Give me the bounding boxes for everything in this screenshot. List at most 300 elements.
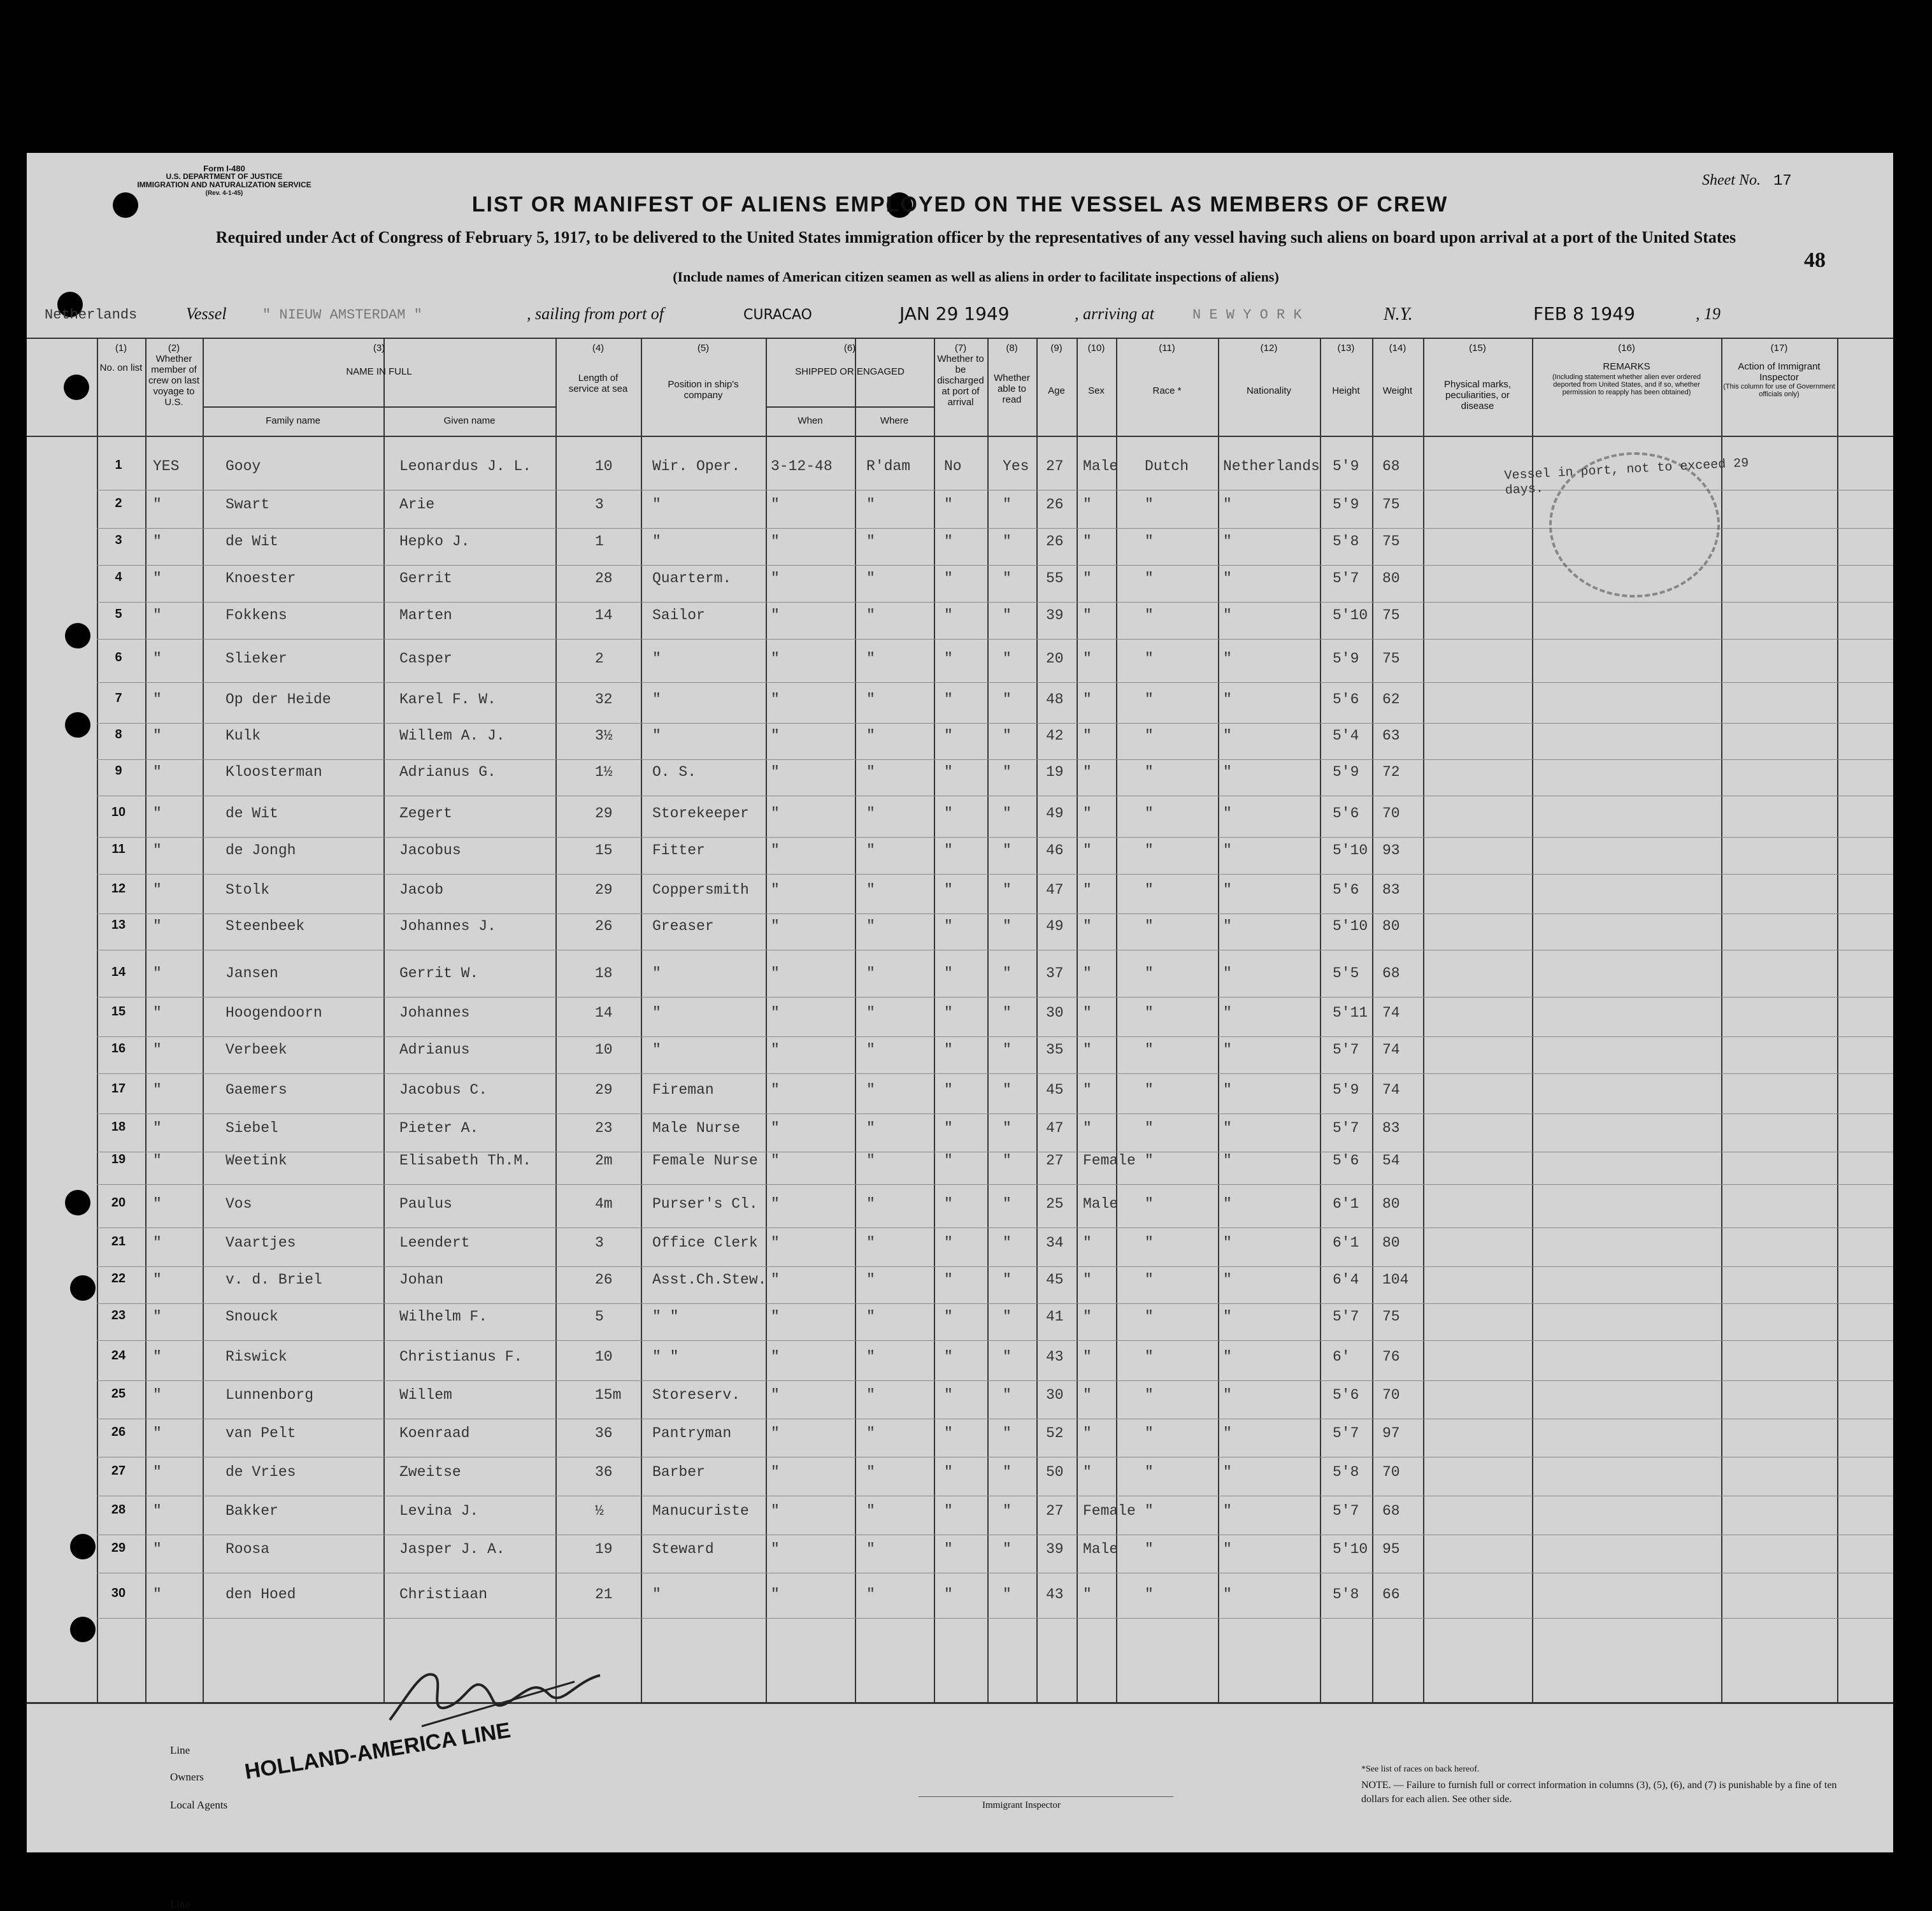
shipped-where-cell: ": [866, 965, 875, 982]
shipped-when-cell: ": [771, 1082, 780, 1098]
table-row: [27, 1041, 1893, 1080]
weight-cell: 80: [1382, 1196, 1400, 1212]
sex-cell: ": [1083, 650, 1092, 667]
nationality-cell: ": [1223, 727, 1232, 744]
read-cell: ": [1003, 1152, 1012, 1169]
race-cell: ": [1145, 650, 1154, 667]
row-number: 9: [115, 764, 122, 778]
position-cell: ": [652, 965, 661, 982]
date-from: JAN 29 1949: [899, 303, 1010, 324]
sheet-label: Sheet No.: [1702, 172, 1761, 189]
read-cell: ": [1003, 1235, 1012, 1251]
discharge-cell: ": [944, 764, 953, 780]
weight-cell: 68: [1382, 458, 1400, 475]
family-name-cell: Swart: [225, 496, 270, 513]
shipped-where-cell: ": [866, 1387, 875, 1403]
table-row: [27, 1464, 1893, 1502]
agents-label: Local Agents: [170, 1799, 228, 1811]
height-cell: 5'10: [1333, 918, 1368, 934]
discharge-cell: ": [944, 1235, 953, 1251]
sex-cell: Female: [1083, 1152, 1136, 1169]
nationality-cell: ": [1223, 1196, 1232, 1212]
discharge-cell: ": [944, 1308, 953, 1325]
shipped-where-cell: ": [866, 1235, 875, 1251]
service-cell: 29: [595, 1082, 613, 1098]
height-cell: 5'9: [1333, 764, 1359, 780]
table-row: [27, 1196, 1893, 1234]
discharge-cell: ": [944, 882, 953, 898]
position-cell: ": [652, 691, 661, 708]
weight-cell: 75: [1382, 650, 1400, 667]
service-cell: 10: [595, 458, 613, 475]
weight-cell: 95: [1382, 1541, 1400, 1557]
family-name-cell: den Hoed: [225, 1586, 296, 1603]
shipped-when-cell: ": [771, 882, 780, 898]
shipped-where-cell: ": [866, 496, 875, 513]
discharge-cell: ": [944, 918, 953, 934]
family-name-cell: van Pelt: [225, 1425, 296, 1442]
port-to-note: N.Y.: [1384, 304, 1413, 324]
crew-cell: ": [153, 496, 162, 513]
given-name-cell: Paulus: [399, 1196, 452, 1212]
shipped-when-cell: ": [771, 1041, 780, 1058]
given-name-cell: Johan: [399, 1271, 444, 1288]
row-number: 10: [111, 805, 126, 819]
col14-header: (14) Weight: [1382, 343, 1413, 396]
shipped-when-cell: ": [771, 607, 780, 624]
service-cell: 15m: [595, 1387, 622, 1403]
service-cell: 5: [595, 1308, 604, 1325]
requirement-text: Required under Act of Congress of February 5, 1917, to be delivered to the United States immigration officer by the representatives of any vessel having such aliens on board upon arrival at a port of the United States: [215, 228, 1736, 247]
shipped-when-cell: ": [771, 1005, 780, 1021]
age-cell: 45: [1046, 1082, 1064, 1098]
position-cell: " ": [652, 1349, 679, 1365]
given-name-cell: Jasper J. A.: [399, 1541, 505, 1557]
nationality-cell: ": [1223, 1387, 1232, 1403]
shipped-where-cell: ": [866, 918, 875, 934]
age-cell: 27: [1046, 458, 1064, 475]
table-row: [27, 1387, 1893, 1425]
age-cell: 19: [1046, 764, 1064, 780]
shipped-when-cell: ": [771, 965, 780, 982]
crew-cell: ": [153, 1082, 162, 1098]
given-name-cell: Zegert: [399, 805, 452, 822]
height-cell: 5'9: [1333, 458, 1359, 475]
weight-cell: 74: [1382, 1005, 1400, 1021]
race-cell: Dutch: [1145, 458, 1189, 475]
shipped-when-cell: ": [771, 570, 780, 587]
race-cell: ": [1145, 1120, 1154, 1136]
sex-cell: ": [1083, 1005, 1092, 1021]
age-cell: 26: [1046, 496, 1064, 513]
service-cell: 32: [595, 691, 613, 708]
table-row: [27, 918, 1893, 956]
weight-cell: 74: [1382, 1041, 1400, 1058]
discharge-cell: ": [944, 1005, 953, 1021]
col7-header: (7) Whether to be discharged at port of arrival: [937, 343, 984, 408]
race-cell: ": [1145, 764, 1154, 780]
weight-cell: 68: [1382, 965, 1400, 982]
height-cell: 5'5: [1333, 965, 1359, 982]
family-name-cell: Jansen: [225, 965, 278, 982]
nationality-cell: ": [1223, 1271, 1232, 1288]
weight-cell: 76: [1382, 1349, 1400, 1365]
read-cell: ": [1003, 805, 1012, 822]
crew-cell: ": [153, 533, 162, 550]
weight-cell: 70: [1382, 805, 1400, 822]
discharge-cell: ": [944, 1541, 953, 1557]
sex-cell: ": [1083, 842, 1092, 859]
sex-cell: Male: [1083, 1541, 1119, 1557]
service-cell: 3½: [595, 727, 613, 744]
family-name-cell: Slieker: [225, 650, 287, 667]
given-name-cell: Casper: [399, 650, 452, 667]
given-name-cell: Pieter A.: [399, 1120, 479, 1136]
discharge-cell: ": [944, 1425, 953, 1442]
given-name-cell: Johannes: [399, 1005, 470, 1021]
sex-cell: ": [1083, 882, 1092, 898]
nationality-cell: ": [1223, 805, 1232, 822]
crew-cell: ": [153, 1586, 162, 1603]
race-cell: ": [1145, 1082, 1154, 1098]
weight-cell: 97: [1382, 1425, 1400, 1442]
sex-cell: ": [1083, 1308, 1092, 1325]
age-cell: 20: [1046, 650, 1064, 667]
weight-cell: 83: [1382, 1120, 1400, 1136]
shipped-when-cell: ": [771, 918, 780, 934]
family-name-cell: Fokkens: [225, 607, 287, 624]
row-number: 20: [111, 1196, 126, 1210]
service-cell: 36: [595, 1464, 613, 1480]
race-cell: ": [1145, 691, 1154, 708]
position-cell: ": [652, 727, 661, 744]
given-name-cell: Jacobus: [399, 842, 461, 859]
form-rev: (Rev. 4-1-45): [205, 190, 243, 197]
owners-label: Owners: [170, 1771, 204, 1783]
position-cell: Purser's Cl.: [652, 1196, 758, 1212]
service-cell: 3: [595, 1235, 604, 1251]
service-cell: 18: [595, 965, 613, 982]
crew-cell: YES: [153, 458, 180, 475]
col17-header: (17) Action of Immigrant Inspector (This column for use of Government officials only): [1723, 343, 1835, 398]
given-name-cell: Leonardus J. L.: [399, 458, 532, 475]
discharge-cell: ": [944, 533, 953, 550]
service-cell: 28: [595, 570, 613, 587]
family-name-cell: Steenbeek: [225, 918, 305, 934]
col15-header: (15) Physical marks, peculiarities, or disease: [1443, 343, 1512, 412]
row-rule: [97, 874, 1893, 875]
shipped-when-cell: ": [771, 805, 780, 822]
read-cell: ": [1003, 650, 1012, 667]
row-rule: [97, 1303, 1893, 1304]
height-cell: 6'1: [1333, 1235, 1359, 1251]
crew-cell: ": [153, 882, 162, 898]
sex-cell: ": [1083, 1120, 1092, 1136]
page-mark: 48: [1804, 248, 1826, 272]
sex-cell: Female: [1083, 1503, 1136, 1519]
given-name-cell: Christianus F.: [399, 1349, 523, 1365]
weight-cell: 104: [1382, 1271, 1409, 1288]
read-cell: ": [1003, 1586, 1012, 1603]
row-rule: [97, 1380, 1893, 1381]
nationality-cell: ": [1223, 1541, 1232, 1557]
read-cell: ": [1003, 1464, 1012, 1480]
crew-cell: ": [153, 965, 162, 982]
race-cell: ": [1145, 1586, 1154, 1603]
shipped-where-cell: ": [866, 1308, 875, 1325]
given-name-cell: Johannes J.: [399, 918, 496, 934]
age-cell: 49: [1046, 918, 1064, 934]
read-cell: ": [1003, 607, 1012, 624]
sex-cell: ": [1083, 607, 1092, 624]
weight-cell: 80: [1382, 1235, 1400, 1251]
read-cell: ": [1003, 1196, 1012, 1212]
height-cell: 5'6: [1333, 691, 1359, 708]
age-cell: 43: [1046, 1349, 1064, 1365]
col13-header: (13) Height: [1332, 343, 1360, 396]
shipped-when-cell: ": [771, 1503, 780, 1519]
vessel-label: Vessel: [186, 304, 227, 323]
nationality-cell: ": [1223, 965, 1232, 982]
position-cell: ": [652, 533, 661, 550]
row-rule: [97, 997, 1893, 998]
nationality-cell: ": [1223, 1349, 1232, 1365]
row-rule: [97, 913, 1893, 914]
given-name-cell: Adrianus: [399, 1041, 470, 1058]
height-cell: 5'7: [1333, 1041, 1359, 1058]
given-name-cell: Christiaan: [399, 1586, 488, 1603]
family-name-cell: Kloosterman: [225, 764, 322, 780]
position-cell: Fitter: [652, 842, 705, 859]
table-row: [27, 1503, 1893, 1541]
height-cell: 5'9: [1333, 650, 1359, 667]
table-row: [27, 1271, 1893, 1310]
nationality-cell: ": [1223, 607, 1232, 624]
sex-cell: ": [1083, 1082, 1092, 1098]
sex-cell: ": [1083, 1387, 1092, 1403]
shipped-when-cell: ": [771, 1586, 780, 1603]
discharge-cell: ": [944, 691, 953, 708]
position-cell: Coppersmith: [652, 882, 749, 898]
sex-cell: ": [1083, 1464, 1092, 1480]
height-cell: 5'6: [1333, 805, 1359, 822]
read-cell: ": [1003, 727, 1012, 744]
shipped-when-cell: ": [771, 1464, 780, 1480]
given-name-cell: Leendert: [399, 1235, 470, 1251]
family-name-cell: de Wit: [225, 533, 278, 550]
service-cell: ½: [595, 1503, 604, 1519]
race-cell: ": [1145, 570, 1154, 587]
race-cell: ": [1145, 496, 1154, 513]
shipped-when-cell: ": [771, 1235, 780, 1251]
sex-cell: ": [1083, 570, 1092, 587]
read-cell: ": [1003, 1308, 1012, 1325]
age-cell: 39: [1046, 1541, 1064, 1557]
height-cell: 5'7: [1333, 1120, 1359, 1136]
given-name-cell: Willem: [399, 1387, 452, 1403]
age-cell: 41: [1046, 1308, 1064, 1325]
row-number: 15: [111, 1005, 126, 1019]
nationality-cell: ": [1223, 1082, 1232, 1098]
row-rule: [97, 602, 1893, 603]
manifest-sheet: [27, 153, 1893, 1910]
read-cell: ": [1003, 1387, 1012, 1403]
sex-cell: ": [1083, 1586, 1092, 1603]
sex-cell: ": [1083, 1425, 1092, 1442]
discharge-cell: ": [944, 1586, 953, 1603]
discharge-cell: ": [944, 1464, 953, 1480]
nationality-cell: Netherlands: [1223, 458, 1320, 475]
service-cell: 2m: [595, 1152, 613, 1169]
race-cell: ": [1145, 607, 1154, 624]
given-name-cell: Jacobus C.: [399, 1082, 488, 1098]
crew-cell: ": [153, 1271, 162, 1288]
discharge-cell: ": [944, 570, 953, 587]
crew-cell: ": [153, 1464, 162, 1480]
row-number: 16: [111, 1041, 126, 1056]
position-cell: ": [652, 650, 661, 667]
shipped-when-cell: ": [771, 1425, 780, 1442]
read-cell: ": [1003, 1349, 1012, 1365]
race-cell: ": [1145, 1308, 1154, 1325]
row-number: 5: [115, 607, 122, 621]
row-rule: [97, 682, 1893, 683]
shipped-where-cell: ": [866, 1005, 875, 1021]
family-name-cell: Knoester: [225, 570, 296, 587]
read-cell: ": [1003, 842, 1012, 859]
col8-header: (8) Whether able to read: [994, 343, 1030, 405]
table-row: [27, 1082, 1893, 1120]
given-name-cell: Willem A. J.: [399, 727, 505, 744]
include-note: (Include names of American citizen seamen as well as aliens in order to facilitate inspections of aliens): [673, 269, 1279, 285]
service-cell: 4m: [595, 1196, 613, 1212]
position-cell: Sailor: [652, 607, 705, 624]
col1-header: (1) No. on list: [99, 343, 143, 373]
position-cell: O. S.: [652, 764, 697, 780]
family-name-cell: Lunnenborg: [225, 1387, 314, 1403]
family-name-cell: Roosa: [225, 1541, 270, 1557]
table-row: [27, 607, 1893, 645]
read-cell: ": [1003, 918, 1012, 934]
form-dept: U.S. DEPARTMENT OF JUSTICE: [166, 172, 283, 181]
race-cell: ": [1145, 1349, 1154, 1365]
table-row: [27, 1586, 1893, 1624]
height-cell: 5'10: [1333, 1541, 1368, 1557]
family-name-cell: de Vries: [225, 1464, 296, 1480]
shipped-when-cell: ": [771, 1387, 780, 1403]
sex-cell: ": [1083, 691, 1092, 708]
discharge-cell: ": [944, 1387, 953, 1403]
row-number: 3: [115, 533, 122, 547]
race-cell: ": [1145, 1196, 1154, 1212]
race-cell: ": [1145, 842, 1154, 859]
height-cell: 5'7: [1333, 1308, 1359, 1325]
row-rule: [97, 639, 1893, 640]
position-cell: Male Nurse: [652, 1120, 741, 1136]
given-name-cell: Wilhelm F.: [399, 1308, 488, 1325]
age-cell: 43: [1046, 1586, 1064, 1603]
family-name-cell: Siebel: [225, 1120, 278, 1136]
weight-cell: 62: [1382, 691, 1400, 708]
race-cell: ": [1145, 1041, 1154, 1058]
table-row: [27, 1308, 1893, 1347]
race-cell: ": [1145, 918, 1154, 934]
race-note: *See list of races on back hereof.: [1361, 1764, 1480, 1774]
shipped-where-cell: ": [866, 1196, 875, 1212]
shipped-when-cell: ": [771, 1308, 780, 1325]
read-cell: ": [1003, 1005, 1012, 1021]
port-to: N E W Y O R K: [1192, 307, 1302, 323]
height-cell: 5'4: [1333, 727, 1359, 744]
family-name-cell: Gaemers: [225, 1082, 287, 1098]
sex-cell: ": [1083, 918, 1092, 934]
family-name-cell: de Wit: [225, 805, 278, 822]
shipped-where-cell: ": [866, 533, 875, 550]
shipped-when-cell: ": [771, 496, 780, 513]
position-cell: Pantryman: [652, 1425, 732, 1442]
crew-cell: ": [153, 607, 162, 624]
crew-cell: ": [153, 1196, 162, 1212]
nationality-cell: ": [1223, 1308, 1232, 1325]
service-cell: 15: [595, 842, 613, 859]
crew-cell: ": [153, 570, 162, 587]
vessel-flag: Netherlands: [45, 307, 138, 323]
family-name-cell: Snouck: [225, 1308, 278, 1325]
read-cell: ": [1003, 1271, 1012, 1288]
weight-cell: 83: [1382, 882, 1400, 898]
shipped-when-cell: ": [771, 1196, 780, 1212]
nationality-cell: ": [1223, 1235, 1232, 1251]
crew-cell: ": [153, 1308, 162, 1325]
height-cell: 5'7: [1333, 570, 1359, 587]
weight-cell: 66: [1382, 1586, 1400, 1603]
service-cell: 1: [595, 533, 604, 550]
position-cell: Quarterm.: [652, 570, 732, 587]
col12-header: (12) Nationality: [1246, 343, 1292, 396]
crew-cell: ": [153, 1541, 162, 1557]
crew-cell: ": [153, 650, 162, 667]
given-name-cell: Hepko J.: [399, 533, 470, 550]
age-cell: 48: [1046, 691, 1064, 708]
given-name-cell: Gerrit W.: [399, 965, 479, 982]
weight-cell: 93: [1382, 842, 1400, 859]
col5-header: (5) Position in ship's company: [668, 343, 739, 401]
shipped-when-cell: ": [771, 1541, 780, 1557]
col9-header: (9) Age: [1048, 343, 1065, 396]
height-cell: 5'9: [1333, 1082, 1359, 1098]
crew-cell: ": [153, 1425, 162, 1442]
age-cell: 39: [1046, 607, 1064, 624]
nationality-cell: ": [1223, 842, 1232, 859]
shipped-when-cell: ": [771, 1120, 780, 1136]
row-rule: [97, 1227, 1893, 1228]
row-number: 4: [115, 570, 122, 584]
race-cell: ": [1145, 1235, 1154, 1251]
sex-cell: ": [1083, 805, 1092, 822]
table-row: [27, 805, 1893, 843]
row-number: 26: [111, 1425, 126, 1439]
family-name-cell: Vos: [225, 1196, 252, 1212]
row-number: 1: [115, 458, 122, 472]
given-name-cell: Jacob: [399, 882, 444, 898]
shipped-when-cell: ": [771, 727, 780, 744]
sex-cell: Male: [1083, 1196, 1119, 1212]
row-number: 30: [111, 1586, 126, 1600]
row-rule: [97, 1036, 1893, 1037]
table-row: [27, 1541, 1893, 1579]
given-name-cell: Levina J.: [399, 1503, 479, 1519]
family-name-cell: Kulk: [225, 727, 261, 744]
